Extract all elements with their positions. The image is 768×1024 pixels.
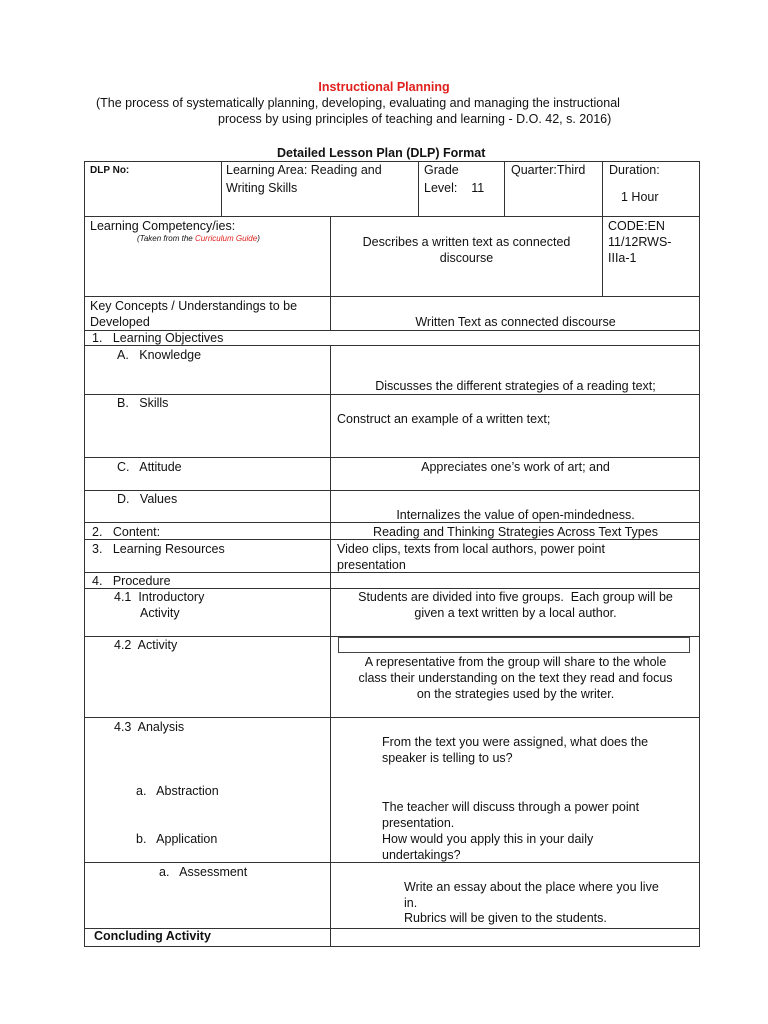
grade-label: Grade [424,163,459,177]
col-divider [602,216,603,296]
key-concepts-value: Written Text as connected discourse [415,315,616,329]
learning-area-line2: Writing Skills [226,181,298,195]
resources-label: 3. Learning Resources [92,542,225,556]
skills-label: B. Skills [117,396,169,410]
attitude-value: Appreciates one’s work of art; and [421,460,610,474]
col-divider [602,161,603,216]
table-border [699,161,700,947]
attitude-label: C. Attitude [117,460,182,474]
row-divider [84,394,700,395]
application-label: b. Application [136,832,218,846]
row-divider [84,296,700,297]
assessment-value-line3: Rubrics will be given to the students. [404,911,607,925]
competency-text: Describes a written text as connected discourse [362,235,571,265]
page-title: Instructional Planning [318,80,450,94]
procedure-label: 4. Procedure [92,574,171,588]
row-divider [84,717,700,718]
skills-value: Construct an example of a written text; [337,412,551,426]
analysis-value-line2: speaker is telling to us? [382,751,513,765]
row-divider [84,457,700,458]
knowledge-label: A. Knowledge [117,348,202,362]
application-value-line1: How would you apply this in your daily [382,832,594,846]
page-description-line2: process by using principles of teaching and learning - D.O. 42, s. 2016) [218,112,612,126]
grade-level-value: Level: 11 [424,181,485,195]
dlp-no-label: DLP No: [90,165,130,176]
content-value: Reading and Thinking Strategies Across Text Types [373,525,658,539]
col-divider [418,161,419,216]
introductory-value: Students are divided into five groups. Each group will be given a text written by a local author. [358,590,673,620]
analysis-label: 4.3 Analysis [114,720,185,734]
abstraction-value-line2: presentation. [382,816,455,830]
table-border [84,161,85,947]
col-divider [504,161,505,216]
page-description-line1: (The process of systematically planning, developing, evaluating and managing the instructional [96,96,620,110]
values-value: Internalizes the value of open-mindedness. [396,508,635,522]
code-line2: 11/12RWS- [608,235,672,249]
abstraction-value-line1: The teacher will discuss through a power point [382,800,640,814]
row-divider [84,216,700,217]
analysis-value-line1: From the text you were assigned, what does the [382,735,649,749]
quarter-value: Quarter:Third [511,163,586,177]
assessment-value-line2: in. [404,896,418,910]
duration-label: Duration: [609,163,660,177]
activity-value: A representative from the group will share to the whole class their understanding on the text they read and focus on the strategies used by the writer. [358,655,673,701]
curriculum-guide-note: (Taken from the Curriculum Guide) [137,234,260,243]
code-line3: IIIa-1 [608,251,637,265]
resources-value-line2: presentation [337,558,406,572]
competency-label: Learning Competency/ies: [90,219,236,233]
duration-value: 1 Hour [621,190,659,204]
introductory-label-line2: Activity [140,606,180,620]
col-divider [330,345,331,946]
key-concepts-label-line1: Key Concepts / Understandings to be [90,299,298,313]
table-border [84,161,700,162]
resources-value-line1: Video clips, texts from local authors, power point [337,542,605,556]
activity-label: 4.2 Activity [114,638,178,652]
content-label: 2. Content: [92,525,161,539]
abstraction-label: a. Abstraction [136,784,219,798]
empty-text-box [338,637,690,653]
format-title: Detailed Lesson Plan (DLP) Format [277,146,486,160]
values-label: D. Values [117,492,178,506]
knowledge-value: Discusses the different strategies of a reading text; [375,379,656,393]
assessment-value-line1: Write an essay about the place where you live [404,880,659,894]
code-line1: CODE:EN [608,219,665,233]
learning-objectives-label: 1. Learning Objectives [92,331,224,345]
application-value-line2: undertakings? [382,848,461,862]
concluding-activity-label: Concluding Activity [94,929,211,943]
col-divider [221,161,222,216]
assessment-label: a. Assessment [159,865,248,879]
table-border [84,946,700,947]
learning-area-line1: Learning Area: Reading and [226,163,382,177]
introductory-label-line1: 4.1 Introductory [114,590,205,604]
key-concepts-label-line2: Developed [90,315,150,329]
